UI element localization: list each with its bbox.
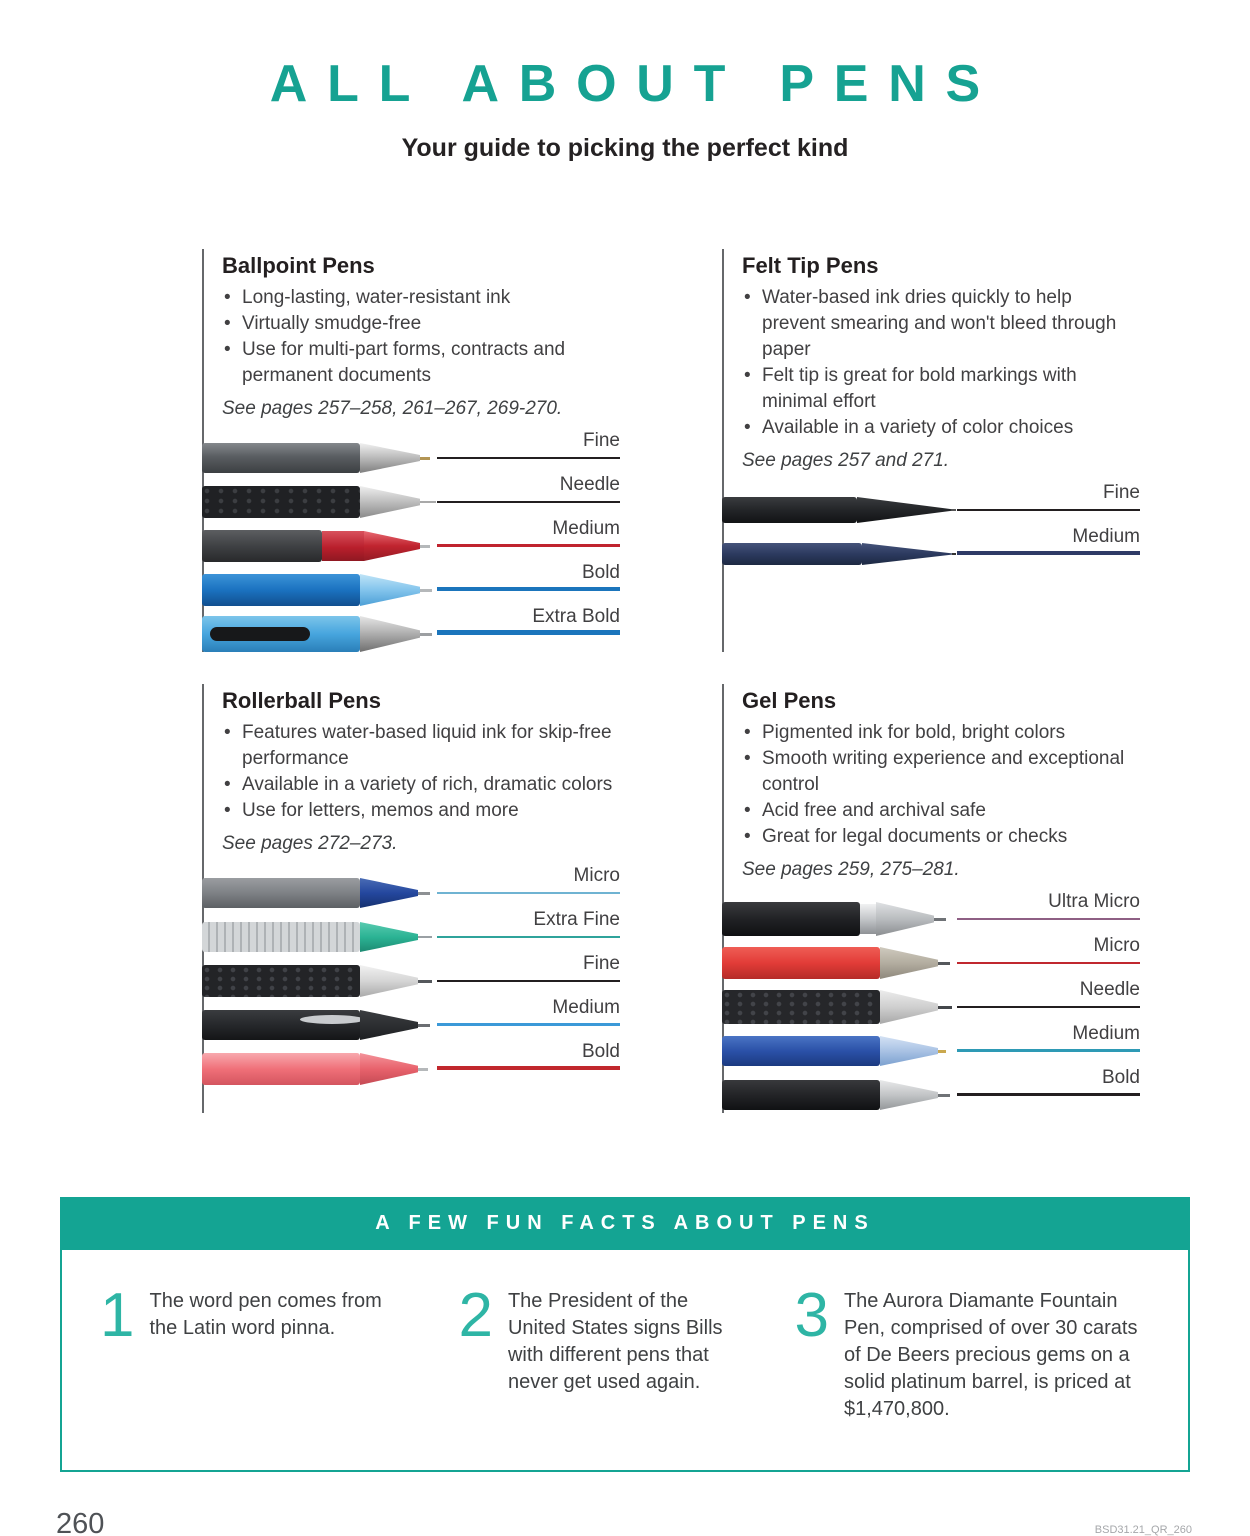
pen-image xyxy=(202,574,432,606)
pen-sections-grid xyxy=(202,249,1250,1113)
pen-samples xyxy=(722,484,1140,572)
ink-width-label: Micro xyxy=(1093,935,1140,956)
pen-sample-row xyxy=(202,476,620,520)
fact-number: 2 xyxy=(458,1281,493,1350)
footer-code: BSD31.21_QR_260 xyxy=(1094,1524,1192,1536)
see-pages-note: See pages 257–258, 261–267, 269-270. xyxy=(222,398,563,419)
fun-fact-3 xyxy=(794,1281,1148,1436)
ink-stroke-line xyxy=(437,630,620,635)
bullet-item: • Great for legal documents or checks xyxy=(742,824,1140,850)
ink-stroke-line xyxy=(957,918,1140,920)
pen-image xyxy=(202,1053,428,1085)
fact-text: The word pen comes from the Latin word pinna. xyxy=(149,1290,382,1339)
pen-sample-row xyxy=(202,867,620,911)
ink-stroke-line xyxy=(437,544,620,547)
ink-stroke-line xyxy=(437,457,620,459)
pen-image xyxy=(202,616,432,652)
fun-facts-box xyxy=(60,1250,1190,1472)
page-subtitle: Your guide to picking the perfect kind xyxy=(401,134,849,162)
fact-text: The Aurora Diamante Fountain Pen, comprised of over 30 carats of De Beers precious gems on a solid platinum barrel, is priced at $1,470,800. xyxy=(843,1290,1138,1420)
pen-sample-row xyxy=(722,528,1140,572)
pen-sample-row xyxy=(202,520,620,564)
ink-stroke-line xyxy=(437,892,620,894)
ink-stroke-line xyxy=(957,1093,1140,1096)
section-gel-pens xyxy=(722,684,1140,1113)
bullet-item: • Available in a variety of rich, dramatic colors xyxy=(222,772,620,798)
pen-image xyxy=(202,1010,430,1040)
bullet-item: • Smooth writing experience and exceptional control xyxy=(742,746,1140,798)
pen-image xyxy=(202,443,430,473)
feature-list xyxy=(222,720,620,824)
see-pages-note: See pages 272–273. xyxy=(222,833,398,854)
pen-sample-row xyxy=(202,955,620,999)
page-number: 260 xyxy=(56,1508,105,1536)
fact-text: The President of the United States signs Bills with different pens that never get used again. xyxy=(507,1290,723,1393)
ink-stroke-line xyxy=(957,1006,1140,1008)
bullet-item: • Features water-based liquid ink for skip-free performance xyxy=(222,720,620,772)
fact-number: 3 xyxy=(794,1281,829,1350)
section-ballpoint-pens xyxy=(202,249,620,652)
pen-sample-row xyxy=(722,1069,1140,1113)
pen-image xyxy=(722,497,956,523)
page-header xyxy=(0,0,1250,163)
pen-sample-row xyxy=(722,484,1140,528)
ink-width-label: Bold xyxy=(581,562,620,583)
ink-width-label: Needle xyxy=(559,474,620,495)
pen-sample-row xyxy=(202,999,620,1043)
bullet-item: • Long-lasting, water-resistant ink xyxy=(222,285,620,311)
bullet-item: • Pigmented ink for bold, bright colors xyxy=(742,720,1140,746)
pen-sample-row xyxy=(722,893,1140,937)
pen-image xyxy=(722,1036,946,1066)
bullet-item: • Use for multi-part forms, contracts and permanent documents xyxy=(222,337,620,389)
pen-sample-row xyxy=(202,432,620,476)
pen-sample-row xyxy=(202,608,620,652)
ink-width-label: Bold xyxy=(1101,1067,1140,1088)
pen-image xyxy=(202,878,430,908)
bullet-item: • Water-based ink dries quickly to help prevent smearing and won't bleed through paper xyxy=(742,285,1140,363)
fun-fact-1 xyxy=(100,1281,410,1436)
feature-list xyxy=(742,285,1140,441)
fun-fact-2 xyxy=(458,1281,746,1436)
pen-image xyxy=(722,1080,950,1110)
bullet-item: • Use for letters, memos and more xyxy=(222,798,620,824)
ink-width-label: Fine xyxy=(1103,482,1140,503)
pen-samples xyxy=(722,893,1140,1113)
ink-width-label: Fine xyxy=(583,430,620,451)
ink-width-label: Micro xyxy=(573,865,620,886)
ink-stroke-line xyxy=(957,509,1140,511)
fun-facts-panel xyxy=(60,1197,1190,1472)
pen-image xyxy=(722,947,950,979)
bullet-item: • Acid free and archival safe xyxy=(742,798,1140,824)
pen-image xyxy=(722,990,952,1024)
fact-number: 1 xyxy=(100,1281,135,1350)
ink-width-label: Ultra Micro xyxy=(1048,891,1140,912)
section-title: Felt Tip Pens xyxy=(742,253,879,278)
ink-width-label: Medium xyxy=(1072,526,1140,547)
section-felt-tip-pens xyxy=(722,249,1140,652)
pen-sample-row xyxy=(202,1043,620,1087)
section-title: Ballpoint Pens xyxy=(222,253,375,278)
ink-stroke-line xyxy=(957,1049,1140,1052)
bullet-item: • Virtually smudge-free xyxy=(222,311,620,337)
see-pages-note: See pages 259, 275–281. xyxy=(742,859,960,880)
pen-image xyxy=(202,922,432,952)
ink-width-label: Extra Bold xyxy=(532,606,620,627)
pen-image xyxy=(202,486,436,518)
pen-sample-row xyxy=(722,1025,1140,1069)
pen-image xyxy=(722,543,956,565)
ink-width-label: Medium xyxy=(552,997,620,1018)
ink-width-label: Fine xyxy=(583,953,620,974)
ink-stroke-line xyxy=(437,501,620,503)
ink-stroke-line xyxy=(957,962,1140,964)
pen-sample-row xyxy=(202,911,620,955)
fun-facts-banner: A FEW FUN FACTS ABOUT PENS xyxy=(60,1197,1190,1250)
pen-sample-row xyxy=(722,937,1140,981)
ink-width-label: Needle xyxy=(1079,979,1140,1000)
ink-stroke-line xyxy=(437,587,620,591)
ink-stroke-line xyxy=(437,1066,620,1070)
section-title: Gel Pens xyxy=(742,688,837,713)
feature-list xyxy=(222,285,620,389)
ink-stroke-line xyxy=(437,936,620,938)
see-pages-note: See pages 257 and 271. xyxy=(742,450,950,471)
ink-stroke-line xyxy=(957,551,1140,555)
pen-image xyxy=(202,530,430,562)
pen-sample-row xyxy=(722,981,1140,1025)
pen-image xyxy=(202,965,432,997)
feature-list xyxy=(742,720,1140,850)
ink-width-label: Extra Fine xyxy=(533,909,620,930)
pen-sample-row xyxy=(202,564,620,608)
ink-width-label: Bold xyxy=(581,1041,620,1062)
page-footer xyxy=(56,1508,1192,1536)
bullet-item: • Available in a variety of color choices xyxy=(742,415,1140,441)
pen-samples xyxy=(202,867,620,1087)
ink-width-label: Medium xyxy=(552,518,620,539)
pen-samples xyxy=(202,432,620,652)
page-title: ALL ABOUT PENS xyxy=(269,55,1000,113)
pen-image xyxy=(722,902,946,936)
section-title: Rollerball Pens xyxy=(222,688,381,713)
ink-stroke-line xyxy=(437,1023,620,1026)
ink-stroke-line xyxy=(437,980,620,982)
section-rollerball-pens xyxy=(202,684,620,1113)
ink-width-label: Medium xyxy=(1072,1023,1140,1044)
bullet-item: • Felt tip is great for bold markings with minimal effort xyxy=(742,363,1140,415)
